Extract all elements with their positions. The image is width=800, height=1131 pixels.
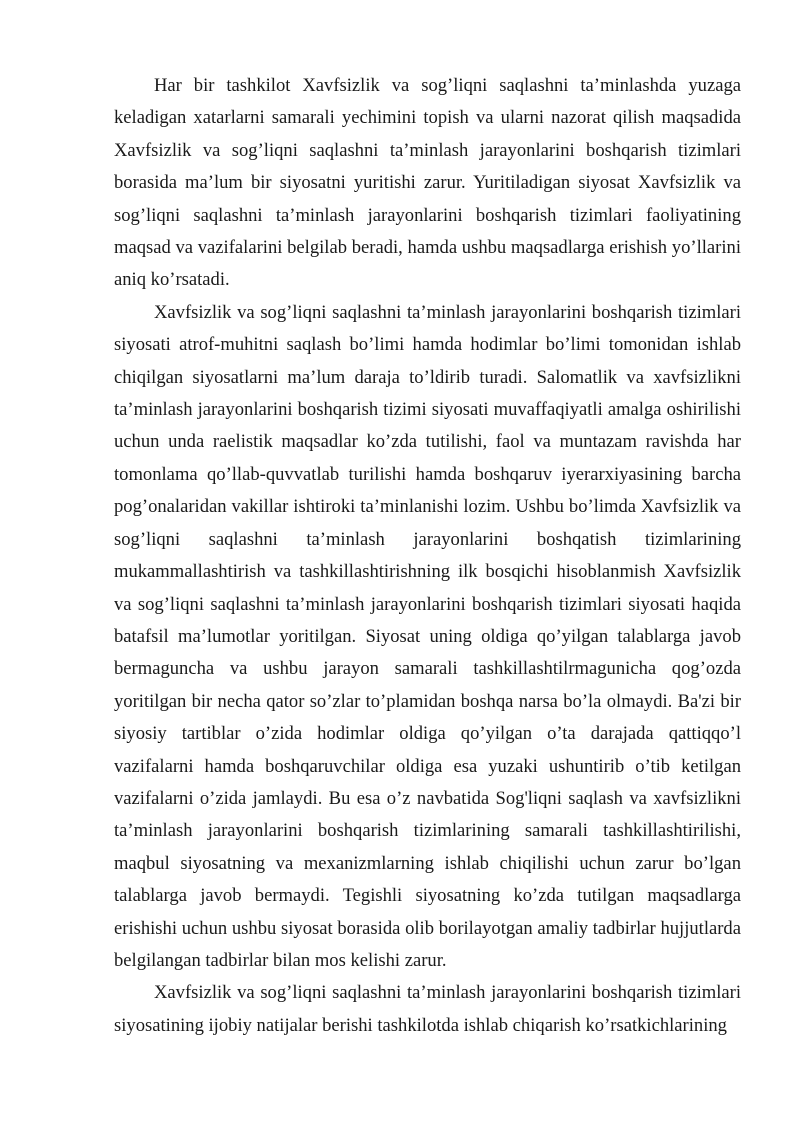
document-page xyxy=(114,70,741,1042)
paragraph-2: Xavfsizlik va sog’liqni saqlashni ta’minlash jarayonlarini boshqarish tizimlari siyosati atrof-muhitni saqlash bo’limi hamda hodimlar bo’limi tomonidan ishlab chiqilgan siyosatlarni ma’lum daraja to’ldirib turadi. Salomatlik va xavfsizlikni ta’minlash jarayonlarini boshqarish tizimi siyosati muvaffaqiyatli amalga oshirilishi uchun unda raelistik maqsadlar ko’zda tutilishi, faol va muntazam ravishda har tomonlama qo’llab-quvvatlab turilishi hamda boshqaruv iyerarxiyasining barcha pog’onalaridan vakillar ishtiroki ta’minlanishi lozim. Ushbu bo’limda Xavfsizlik va sog’liqni saqlashni ta’minlash jarayonlarini boshqatish tizimlarining mukammallashtirish va tashkillashtirishning ilk bosqichi hisoblanmish Xavfsizlik va sog’liqni saqlashni ta’minlash jarayonlarini boshqarish tizimlari siyosati haqida batafsil ma’lumotlar yoritilgan. Siyosat uning oldiga qo’yilgan talablarga javob bermaguncha va ushbu jarayon samarali tashkillashtilrmagunicha qog’ozda yoritilgan bir necha qator so’zlar to’plamidan boshqa narsa bo’la olmaydi. Ba'zi bir siyosiy tartiblar o’zida hodimlar oldiga qo’yilgan o’ta darajada qattiqqo’l vazifalarni hamda boshqaruvchilar oldiga esa yuzaki ushuntirib o’tib ketilgan vazifalarni o’zida jamlaydi. Bu esa o’z navbatida Sog'liqni saqlash va xavfsizlikni ta’minlash jarayonlarini boshqarish tizimlarining samarali tashkillashtirilishi, maqbul siyosatning va mexanizmlarning ishlab chiqilishi uchun zarur bo’lgan talablarga javob bermaydi. Tegishli siyosatning ko’zda tutilgan maqsadlarga erishishi uchun ushbu siyosat borasida olib borilayotgan amaliy tadbirlar hujjutlarda belgilangan tadbirlar bilan mos kelishi zarur. xyxy=(114,301,741,971)
paragraph-3: Xavfsizlik va sog’liqni saqlashni ta’minlash jarayonlarini boshqarish tizimlari siyosatining ijobiy natijalar berishi tashkilotda ishlab chiqarish ko’rsatkichlarining xyxy=(114,982,741,1036)
paragraph-1: Har bir tashkilot Xavfsizlik va sog’liqni saqlashni ta’minlashda yuzaga keladigan xatarlarni samarali yechimini topish va ularni nazorat qilish maqsadida Xavfsizlik va sog’liqni saqlashni ta’minlash jarayonlarini boshqarish tizimlari borasida ma’lum bir siyosatni yuritishi zarur. Yuritiladigan siyosat Xavfsizlik va sog’liqni saqlashni ta’minlash jarayonlarini boshqarish tizimlari faoliyatining maqsad va vazifalarini belgilab beradi, hamda ushbu maqsadlarga erishish yo’llarini aniq ko’rsatadi. xyxy=(114,75,741,291)
